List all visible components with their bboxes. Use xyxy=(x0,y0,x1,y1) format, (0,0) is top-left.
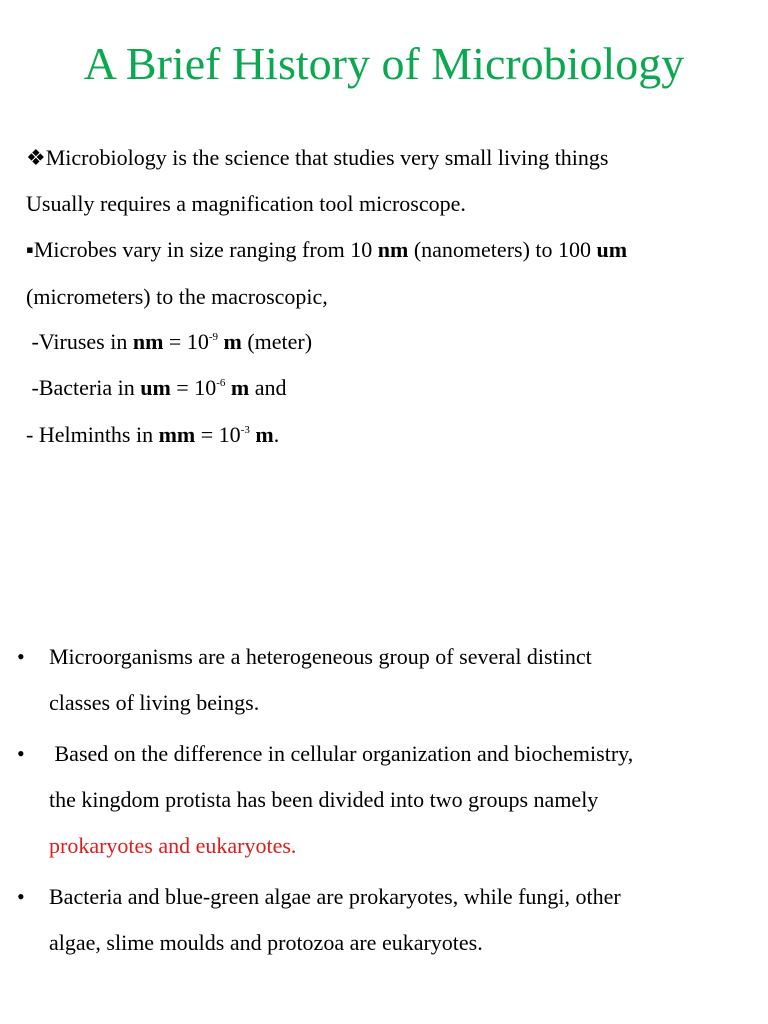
helminths-eq: = 10 xyxy=(195,422,241,447)
bacteria-eq: = 10 xyxy=(170,375,217,400)
intro-text-1: Microbiology is the science that studies very small living things xyxy=(45,145,609,170)
bullet-3-line-2: algae, slime moulds and protozoa are eukaryotes. xyxy=(49,930,483,955)
sizes-text-a: Microbes vary in size ranging from 10 xyxy=(33,237,378,262)
viruses-line xyxy=(26,327,312,357)
bacteria-m: m xyxy=(230,375,250,400)
sizes-line-1 xyxy=(26,235,627,265)
page-title: A Brief History of Microbiology xyxy=(83,38,685,89)
bullet-dot-icon: • xyxy=(17,741,25,766)
helminths-line xyxy=(26,420,279,450)
bullet-1-line-2: classes of living beings. xyxy=(49,690,260,715)
unit-nm: nm xyxy=(377,237,409,262)
unit-um: um xyxy=(596,237,628,262)
bacteria-suffix: and xyxy=(249,375,287,400)
bacteria-exponent: -6 xyxy=(216,377,226,389)
intro-line-1 xyxy=(26,143,609,173)
sizes-text-c: (nanometers) to 100 xyxy=(408,237,597,262)
viruses-prefix: -Viruses in xyxy=(26,329,133,354)
helminths-m: m xyxy=(255,422,274,447)
viruses-m: m xyxy=(223,329,242,354)
bullet-2-line-3-end: . xyxy=(290,833,297,858)
intro-line-2: Usually requires a magnification tool microscope. xyxy=(26,191,466,216)
bullet-2-line-3 xyxy=(49,831,296,861)
bullet-1-line-1: Microorganisms are a heterogeneous group of several distinct xyxy=(49,644,592,669)
helminths-suffix: . xyxy=(273,422,280,447)
helminths-exponent: -3 xyxy=(240,424,250,436)
helminths-prefix: - Helminths in xyxy=(26,422,159,447)
bullet-dot-icon: • xyxy=(17,644,25,669)
viruses-exponent: -9 xyxy=(208,331,218,343)
viruses-suffix: (meter) xyxy=(241,329,313,354)
bacteria-prefix: -Bacteria in xyxy=(26,375,141,400)
bullet-3-line-1: Bacteria and blue-green algae are prokaryotes, while fungi, other xyxy=(49,884,621,909)
viruses-unit: nm xyxy=(132,329,164,354)
sizes-line-2: (micrometers) to the macroscopic, xyxy=(26,284,328,309)
highlighted-groups: prokaryotes and eukaryotes xyxy=(49,833,291,858)
bacteria-line xyxy=(26,373,286,403)
bullet-2-line-1: Based on the difference in cellular organization and biochemistry, xyxy=(49,741,634,766)
diamond-bullet-icon: ❖ xyxy=(26,145,46,170)
bullet-dot-icon: • xyxy=(17,884,25,909)
helminths-unit: mm xyxy=(158,422,196,447)
square-bullet-icon: ▪ xyxy=(26,237,34,262)
bacteria-unit: um xyxy=(140,375,171,400)
bullet-2-line-2: the kingdom protista has been divided into two groups namely xyxy=(49,787,599,812)
viruses-eq: = 10 xyxy=(163,329,209,354)
